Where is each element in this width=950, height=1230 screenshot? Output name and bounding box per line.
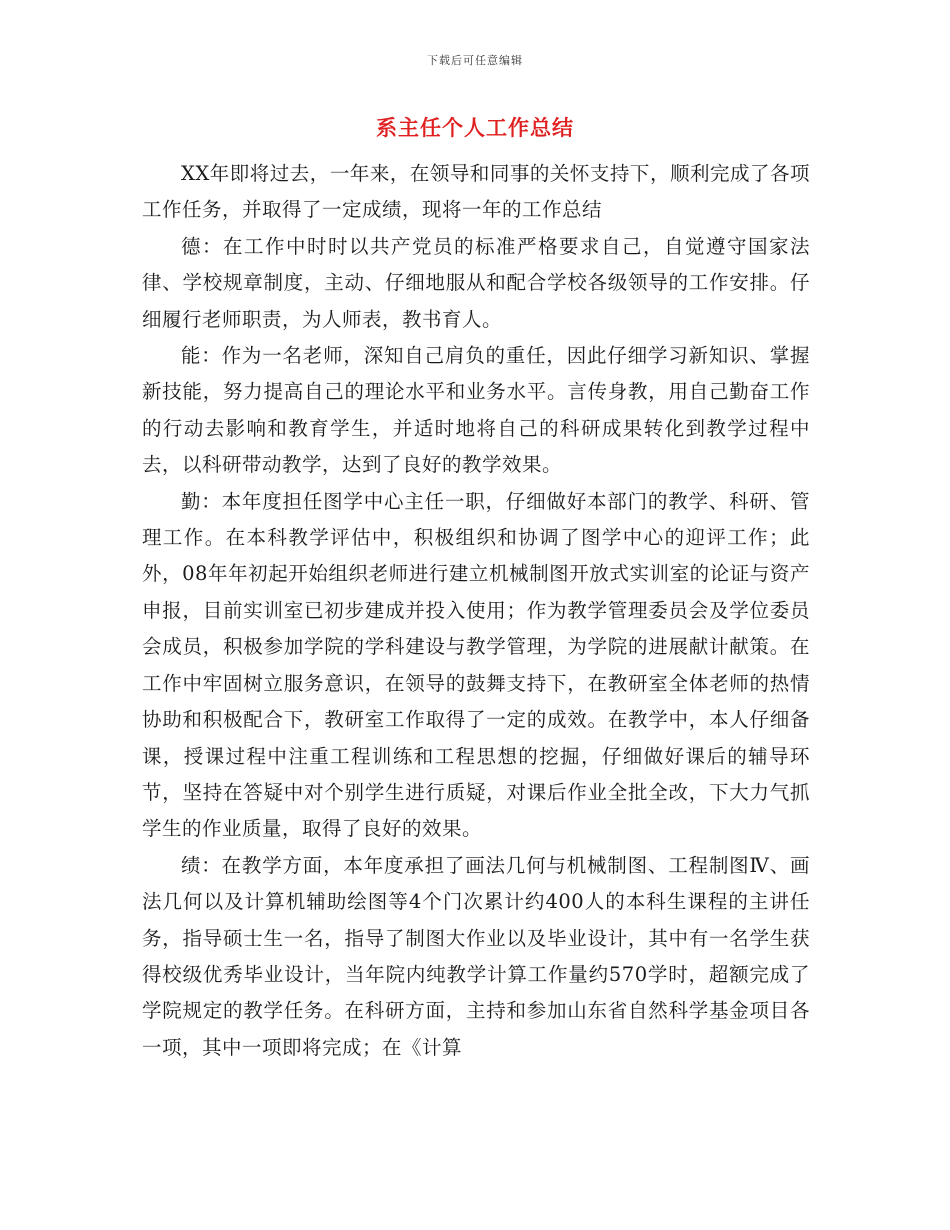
paragraph-intro: XX年即将过去，一年来，在领导和同事的关怀支持下，顺利完成了各项工作任务，并取得了一定成绩，现将一年的工作总结 [142,162,810,222]
paragraph-diligence: 勤：本年度担任图学中心主任一职，仔细做好本部门的教学、科研、管理工作。在本科教学评估中，积极组织和协调了图学中心的迎评工作；此外，08年年初起开始组织老师进行建立机械制图开放式实训室的论证与资产申报，目前实训室已初步建成并投入使用；作为教学管理委员会及学位委员会成员，积极参加学院的学科建设与教学管理，为学院的进展献计献策。在工作中牢固树立服务意识，在领导的鼓舞支持下，在教研室全体老师的热情协助和积极配合下，教研室工作取得了一定的成效。在教学中，本人仔细备课，授课过程中注重工程训练和工程思想的挖掘，仔细做好课后的辅导环节，坚持在答疑中对个别学生进行质疑，对课后作业全批全改，下大力气抓学生的作业质量，取得了良好的效果。 [142,489,810,841]
paragraph-ability: 能：作为一名老师，深知自己肩负的重任，因此仔细学习新知识、掌握新技能，努力提高自己的理论水平和业务水平。言传身教，用自己勤奋工作的行动去影响和教育学生，并适时地将自己的科研成果转化到教学过程中去，以科研带动教学，达到了良好的教学效果。 [142,344,810,477]
paragraph-virtue: 德：在工作中时时以共产党员的标准严格要求自己，自觉遵守国家法律、学校规章制度，主动、仔细地服从和配合学校各级领导的工作安排。仔细履行老师职责，为人师表，教书育人。 [142,234,810,331]
paragraph-achievement: 绩：在教学方面，本年度承担了画法几何与机械制图、工程制图Ⅳ、画法几何以及计算机辅助绘图等4个门次累计约400人的本科生课程的主讲任务，指导硕士生一名，指导了制图大作业以及毕业设计，其中有一名学生获得校级优秀毕业设计，当年院内纯教学计算工作量约570学时，超额完成了学院规定的教学任务。在科研方面，主持和参加山东省自然科学基金项目各一项，其中一项即将完成；在《计算 [142,853,810,1059]
document-title: 系主任个人工作总结 [376,115,574,140]
page-header-note: 下载后可任意编辑 [427,54,523,67]
document-body [142,156,810,1066]
